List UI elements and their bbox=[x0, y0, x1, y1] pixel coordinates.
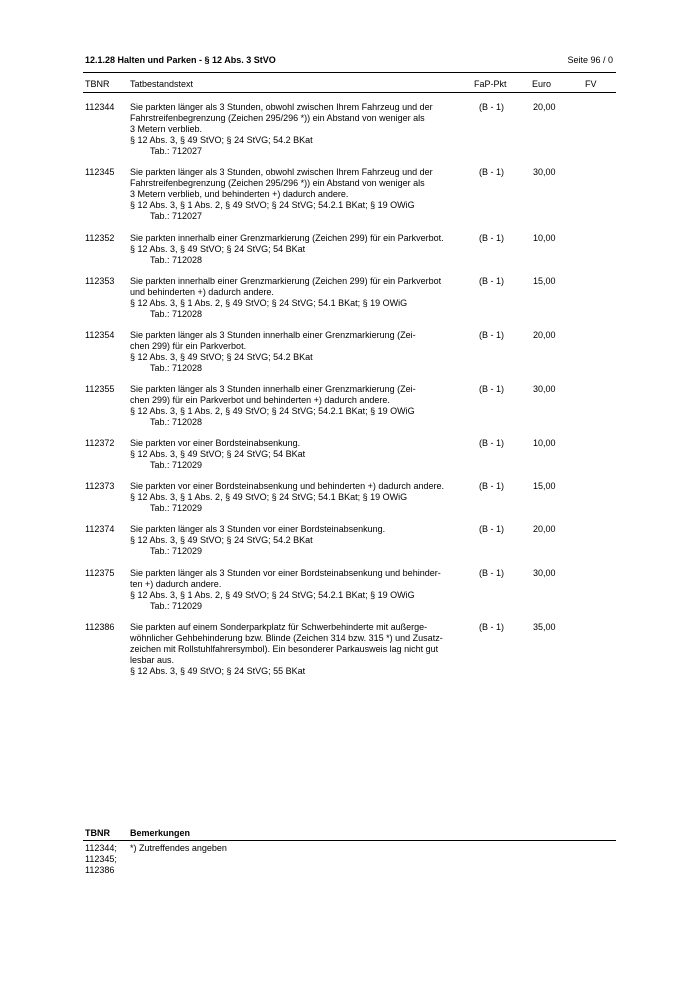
description-line: chen 299) für ein Parkverbot und behinderten +) dadurch andere. bbox=[130, 395, 390, 405]
description-line: Sie parkten vor einer Bordsteinabsenkung. bbox=[130, 438, 301, 448]
description-line: lesbar aus. bbox=[130, 655, 175, 665]
euro-amount-cell: 20,00 bbox=[533, 330, 556, 340]
euro-amount-cell: 20,00 bbox=[533, 524, 556, 534]
tbnr-cell: 112375 bbox=[85, 568, 115, 578]
fap-points-cell: (B - 1) bbox=[479, 233, 505, 243]
euro-amount-cell: 30,00 bbox=[533, 167, 556, 177]
offense-description bbox=[130, 102, 465, 157]
description-line: ten +) dadurch andere. bbox=[130, 579, 222, 589]
tab-reference: Tab.: 712028 bbox=[150, 255, 203, 265]
fap-points-cell: (B - 1) bbox=[479, 622, 505, 632]
description-line: 3 Metern verblieb. bbox=[130, 124, 203, 134]
remarks-tbnr-list bbox=[85, 843, 117, 876]
col-header-tbnr: TBNR bbox=[85, 79, 110, 89]
offense-description bbox=[130, 330, 465, 374]
description-line: Sie parkten länger als 3 Stunden vor einer Bordsteinabsenkung. bbox=[130, 524, 386, 534]
offense-description bbox=[130, 524, 465, 557]
remarks-tbnr: 112386 bbox=[85, 865, 115, 875]
tab-reference: Tab.: 712029 bbox=[150, 460, 203, 470]
tbnr-cell: 112345 bbox=[85, 167, 115, 177]
tbnr-cell: 112354 bbox=[85, 330, 115, 340]
description-line: 3 Metern verblieb, und behinderten +) dadurch andere. bbox=[130, 189, 349, 199]
description-line: § 12 Abs. 3, § 1 Abs. 2, § 49 StVO; § 24 StVG; 54.1 BKat; § 19 OWiG bbox=[130, 492, 408, 502]
remarks-rule bbox=[83, 840, 616, 841]
tbnr-cell: 112352 bbox=[85, 233, 115, 243]
remarks-tbnr: 112345; bbox=[85, 854, 117, 864]
tab-reference: Tab.: 712029 bbox=[150, 546, 203, 556]
tbnr-cell: 112353 bbox=[85, 276, 115, 286]
description-line: § 12 Abs. 3, § 49 StVO; § 24 StVG; 54 BKat bbox=[130, 244, 306, 254]
fap-points-cell: (B - 1) bbox=[479, 568, 505, 578]
description-line: Fahrstreifenbegrenzung (Zeichen 295/296 *)) ein Abstand von weniger als bbox=[130, 113, 425, 123]
euro-amount-cell: 20,00 bbox=[533, 102, 556, 112]
offense-description bbox=[130, 481, 465, 514]
tab-reference: Tab.: 712027 bbox=[150, 211, 203, 221]
tbnr-cell: 112373 bbox=[85, 481, 115, 491]
tab-reference: Tab.: 712028 bbox=[150, 363, 203, 373]
fap-points-cell: (B - 1) bbox=[479, 330, 505, 340]
col-header-fap: FaP-Pkt bbox=[474, 79, 507, 89]
offense-description bbox=[130, 167, 465, 222]
remarks-tbnr: 112344; bbox=[85, 843, 117, 853]
tab-reference: Tab.: 712029 bbox=[150, 503, 203, 513]
description-line: § 12 Abs. 3, § 1 Abs. 2, § 49 StVO; § 24 StVG; 54.2.1 BKat; § 19 OWiG bbox=[130, 590, 415, 600]
tbnr-cell: 112386 bbox=[85, 622, 115, 632]
description-line: Sie parkten innerhalb einer Grenzmarkierung (Zeichen 299) für ein Parkverbot. bbox=[130, 233, 444, 243]
page-number: Seite 96 / 0 bbox=[567, 55, 613, 65]
offense-description bbox=[130, 276, 465, 320]
description-line: Sie parkten länger als 3 Stunden vor einer Bordsteinabsenkung und behinder- bbox=[130, 568, 441, 578]
euro-amount-cell: 30,00 bbox=[533, 384, 556, 394]
fap-points-cell: (B - 1) bbox=[479, 438, 505, 448]
tab-reference: Tab.: 712029 bbox=[150, 601, 203, 611]
offense-description bbox=[130, 233, 465, 266]
euro-amount-cell: 30,00 bbox=[533, 568, 556, 578]
description-line: Sie parkten länger als 3 Stunden, obwohl zwischen Ihrem Fahrzeug und der bbox=[130, 102, 433, 112]
col-header-euro: Euro bbox=[532, 79, 552, 89]
description-line: Sie parkten länger als 3 Stunden innerhalb einer Grenzmarkierung (Zei- bbox=[130, 384, 416, 394]
tbnr-cell: 112374 bbox=[85, 524, 115, 534]
fap-points-cell: (B - 1) bbox=[479, 524, 505, 534]
description-line: § 12 Abs. 3, § 1 Abs. 2, § 49 StVO; § 24 StVG; 54.2.1 BKat; § 19 OWiG bbox=[130, 406, 415, 416]
description-line: Sie parkten länger als 3 Stunden, obwohl zwischen Ihrem Fahrzeug und der bbox=[130, 167, 433, 177]
fap-points-cell: (B - 1) bbox=[479, 167, 505, 177]
description-line: § 12 Abs. 3, § 49 StVO; § 24 StVG; 54.2 BKat bbox=[130, 352, 313, 362]
euro-amount-cell: 10,00 bbox=[533, 233, 556, 243]
description-line: und behinderten +) dadurch andere. bbox=[130, 287, 274, 297]
offense-description bbox=[130, 384, 465, 428]
euro-amount-cell: 35,00 bbox=[533, 622, 556, 632]
description-line: § 12 Abs. 3, § 49 StVO; § 24 StVG; 54 BKat bbox=[130, 449, 306, 459]
tab-reference: Tab.: 712028 bbox=[150, 309, 203, 319]
description-line: Sie parkten länger als 3 Stunden innerhalb einer Grenzmarkierung (Zei- bbox=[130, 330, 416, 340]
remarks-text: *) Zutreffendes angeben bbox=[130, 843, 227, 853]
fap-points-cell: (B - 1) bbox=[479, 384, 505, 394]
fap-points-cell: (B - 1) bbox=[479, 276, 505, 286]
description-line: Sie parkten vor einer Bordsteinabsenkung und behinderten +) dadurch andere. bbox=[130, 481, 444, 491]
col-header-text: Tatbestandstext bbox=[130, 79, 194, 89]
description-line: Fahrstreifenbegrenzung (Zeichen 295/296 *)) ein Abstand von weniger als bbox=[130, 178, 425, 188]
euro-amount-cell: 15,00 bbox=[533, 276, 556, 286]
header-rule bbox=[83, 72, 616, 73]
fap-points-cell: (B - 1) bbox=[479, 481, 505, 491]
col-header-fv: FV bbox=[585, 79, 597, 89]
offense-description bbox=[130, 438, 465, 471]
offense-description bbox=[130, 622, 465, 677]
remarks-tbnr-header: TBNR bbox=[85, 828, 110, 838]
description-line: § 12 Abs. 3, § 49 StVO; § 24 StVG; 54.2 BKat bbox=[130, 535, 313, 545]
column-header-rule bbox=[83, 92, 616, 93]
description-line: § 12 Abs. 3, § 49 StVO; § 24 StVG; 55 BKat bbox=[130, 666, 306, 676]
euro-amount-cell: 15,00 bbox=[533, 481, 556, 491]
offense-description bbox=[130, 568, 465, 612]
description-line: wöhnlicher Gehbehinderung bzw. Blinde (Zeichen 314 bzw. 315 *) und Zusatz- bbox=[130, 633, 443, 643]
description-line: zeichen mit Rollstuhlfahrersymbol). Ein besonderer Parkausweis lag nicht gut bbox=[130, 644, 439, 654]
description-line: § 12 Abs. 3, § 49 StVO; § 24 StVG; 54.2 BKat bbox=[130, 135, 313, 145]
tab-reference: Tab.: 712028 bbox=[150, 417, 203, 427]
description-line: § 12 Abs. 3, § 1 Abs. 2, § 49 StVO; § 24 StVG; 54.2.1 BKat; § 19 OWiG bbox=[130, 200, 415, 210]
fap-points-cell: (B - 1) bbox=[479, 102, 505, 112]
remarks-header: Bemerkungen bbox=[130, 828, 191, 838]
euro-amount-cell: 10,00 bbox=[533, 438, 556, 448]
description-line: Sie parkten innerhalb einer Grenzmarkierung (Zeichen 299) für ein Parkverbot bbox=[130, 276, 442, 286]
tbnr-cell: 112372 bbox=[85, 438, 115, 448]
description-line: Sie parkten auf einem Sonderparkplatz für Schwerbehinderte mit außerge- bbox=[130, 622, 428, 632]
tbnr-cell: 112355 bbox=[85, 384, 115, 394]
tab-reference: Tab.: 712027 bbox=[150, 146, 203, 156]
description-line: chen 299) für ein Parkverbot. bbox=[130, 341, 247, 351]
description-line: § 12 Abs. 3, § 1 Abs. 2, § 49 StVO; § 24 StVG; 54.1 BKat; § 19 OWiG bbox=[130, 298, 408, 308]
tbnr-cell: 112344 bbox=[85, 102, 115, 112]
page-header-title: 12.1.28 Halten und Parken - § 12 Abs. 3 StVO bbox=[85, 55, 276, 65]
